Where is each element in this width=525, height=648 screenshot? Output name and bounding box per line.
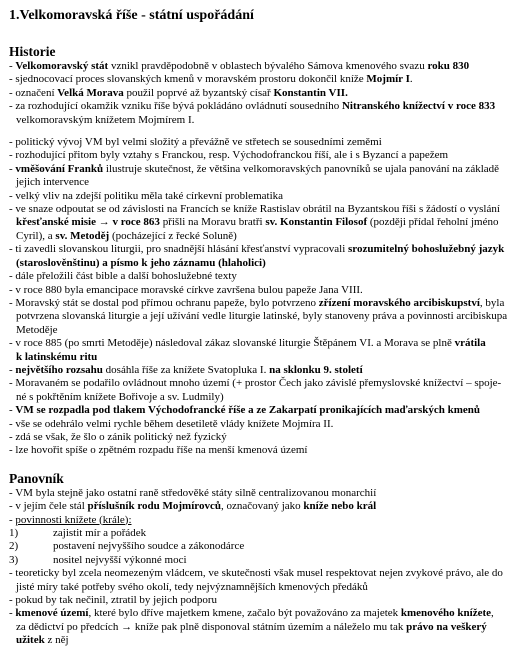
text-run: , byla bbox=[479, 296, 505, 309]
text-run: - v jejím čele stál bbox=[9, 500, 88, 513]
text-run: Velká Morava bbox=[57, 86, 124, 99]
text-run: - politický vývoj VM byl velmi složitý a převážně ve střetech se sousedními zeměmi bbox=[9, 136, 382, 149]
duty-item bbox=[9, 554, 516, 567]
text-run: - za rozhodující okamžik vzniku říše bývá pokládáno ovládnutí sousedního bbox=[9, 100, 342, 113]
text-run: z něj bbox=[44, 634, 69, 647]
text-line bbox=[9, 60, 516, 73]
text-run: - ve snaze odpoutat se od závislosti na Francích se kníže Rastislav obrátil na Byzantskou říši s žádostí o vyslání bbox=[9, 203, 500, 216]
text-run: (pocházející z řecké Soluně) bbox=[109, 229, 237, 242]
text-line bbox=[9, 431, 516, 444]
text-line bbox=[9, 176, 516, 189]
text-line bbox=[9, 391, 516, 404]
historie-block-1 bbox=[9, 60, 516, 127]
text-run: k latinskému ritu bbox=[16, 350, 98, 363]
text-run: - bbox=[9, 60, 16, 72]
text-line bbox=[9, 324, 516, 337]
text-line bbox=[9, 377, 516, 390]
text-run: křesťanské misie bbox=[16, 216, 96, 229]
text-run: , bbox=[491, 607, 494, 620]
text-line bbox=[9, 514, 516, 527]
text-run: - teoreticky byl zcela neomezeným vládcem, ve skutečnosti však musel respektovat nejen zvykové právo, ale do bbox=[9, 567, 503, 580]
text-run: Konstantin VII. bbox=[273, 86, 348, 99]
section-heading-historie: Historie bbox=[9, 44, 56, 59]
text-line bbox=[9, 310, 516, 323]
document-title: 1.Velkomoravská říše - státní uspořádání bbox=[9, 8, 254, 23]
text-run: - lze hovořit spíše o zpětném rozpadu říše na menší kmenová území bbox=[9, 444, 308, 457]
text-line bbox=[9, 270, 516, 283]
text-line bbox=[9, 351, 516, 364]
text-run: Mojmír I bbox=[366, 73, 410, 86]
text-line bbox=[9, 87, 516, 100]
text-line bbox=[9, 136, 516, 149]
text-run: - bbox=[9, 513, 16, 526]
text-run: kmenového knížete bbox=[400, 607, 492, 620]
text-line bbox=[9, 634, 516, 647]
text-run: - rozhodující přitom byly vztahy s Franckou, resp. Východofranckou říší, ale i s Byzancí a papežem bbox=[9, 149, 449, 162]
text-run: právo na veškerý bbox=[406, 620, 487, 633]
text-run: sv. Metoděj bbox=[55, 229, 110, 242]
text-run: Cyril), a bbox=[16, 229, 56, 242]
text-run: zřízení moravského arcibiskupství bbox=[318, 296, 480, 309]
text-run: , označovaný jako bbox=[220, 500, 304, 513]
text-run: sv. Konstantin Filosof bbox=[265, 216, 368, 229]
text-run: . bbox=[409, 73, 413, 86]
text-line bbox=[9, 418, 516, 431]
text-line bbox=[9, 621, 516, 634]
text-run: - Moravaném se podařilo ovládnout mnoho území (+ prostor Čech jako závislé přemyslovské knížectví – spoje- bbox=[9, 377, 502, 390]
text-run: - vše se odehrálo velmi rychle během desetiletě vlády knížete Mojmíra II. bbox=[9, 417, 334, 430]
text-run: né s pokřtěním knížete Bořivoje a sv. Ludmily) bbox=[16, 390, 224, 403]
text-line bbox=[9, 364, 516, 377]
text-run: - sjednocovací proces slovanských kmenů v moravském prostoru dokončil kníže bbox=[9, 73, 367, 86]
text-run: - bbox=[9, 162, 16, 175]
text-run: - bbox=[9, 404, 16, 417]
text-run: - zdá se však, že šlo o zánik politický než fyzický bbox=[9, 430, 227, 443]
text-run: - Moravský stát se dostal pod přímou ochranu papeže, bylo potvrzeno bbox=[9, 296, 319, 309]
text-line bbox=[9, 581, 516, 594]
text-line bbox=[9, 163, 516, 176]
paragraph-gap bbox=[9, 127, 516, 136]
text-line bbox=[9, 243, 516, 256]
duties-list bbox=[9, 527, 516, 567]
text-line bbox=[9, 607, 516, 620]
text-line bbox=[9, 257, 516, 270]
text-run: vrátila bbox=[454, 337, 486, 350]
text-line bbox=[9, 297, 516, 310]
text-run: roku 830 bbox=[427, 60, 470, 72]
text-run: - označení bbox=[9, 86, 58, 99]
text-line bbox=[9, 149, 516, 162]
duty-text: nositel nejvyšší výkonné moci bbox=[53, 553, 187, 566]
text-run: vměšování Franků bbox=[15, 162, 104, 175]
section-heading-panovnik: Panovník bbox=[9, 470, 64, 486]
duty-number: 1) bbox=[9, 527, 19, 539]
text-run: - v roce 880 byla emancipace moravské církve završena bulou papeže Jana VIII. bbox=[9, 283, 363, 296]
text-run: srozumitelný bohoslužebný jazyk bbox=[348, 243, 505, 256]
duty-item bbox=[9, 540, 516, 553]
text-run: dosáhla říše za knížete Svatopluka I. bbox=[102, 363, 270, 376]
text-run: potvrzena slovanská liturgie a její užívání vedle liturgie latinské, byly stanoveny práva a povinnosti arcibiskupa bbox=[16, 310, 508, 323]
text-line bbox=[9, 230, 516, 243]
text-line bbox=[9, 404, 516, 417]
text-run: v roce 863 bbox=[112, 216, 160, 229]
text-run: - VM byla stejně jako ostatní raně středověké státy silně centralizovanou monarchií bbox=[9, 486, 377, 499]
text-run: přišli na Moravu bratři bbox=[159, 216, 266, 229]
text-run: - dále přeložili část bible a další bohoslužebné texty bbox=[9, 270, 237, 283]
text-run: vznikl pravděpodobně v oblastech bývalého Sámova kmenového svazu bbox=[108, 60, 428, 72]
text-line bbox=[9, 203, 516, 216]
panovnik-block-a bbox=[9, 487, 516, 527]
text-run: užitek bbox=[16, 634, 45, 647]
text-run: , které bylo dříve majetkem kmene, začalo být považováno za majetek bbox=[88, 607, 401, 620]
text-run: za dědictví po předcích → kníže pak plně disponoval státním územím a náleželo mu tak bbox=[16, 620, 407, 633]
panovnik-block-b bbox=[9, 567, 516, 647]
text-run: jejich intervence bbox=[16, 176, 89, 189]
text-run: povinnosti knížete (krále): bbox=[15, 513, 132, 526]
duty-text: zajistit mír a pořádek bbox=[53, 527, 147, 539]
text-run: Metoděje bbox=[16, 323, 58, 336]
text-run: příslušník rodu Mojmírovců bbox=[87, 500, 221, 513]
text-run: VM se rozpadla pod tlakem Východofrancké říše a ze Zakarpatí pronikajících maďarských kmenů bbox=[15, 404, 480, 417]
text-run: Nitranského knížectví v roce 833 bbox=[341, 100, 496, 113]
text-run: ilustruje skutečnost, že většina velkomoravských panovníků se ujala panování na základě bbox=[103, 162, 500, 175]
text-line bbox=[9, 216, 516, 229]
text-line bbox=[9, 190, 516, 203]
text-run: kmenové území bbox=[15, 607, 89, 620]
text-run: velkomoravským knížetem Mojmírem I. bbox=[16, 113, 195, 126]
historie-block-2 bbox=[9, 136, 516, 458]
text-run: největšího rozsahu bbox=[15, 363, 103, 376]
text-run: použil poprvé až byzantský císař bbox=[123, 86, 274, 99]
duty-item bbox=[9, 527, 516, 540]
text-line bbox=[9, 444, 516, 457]
text-line bbox=[9, 284, 516, 297]
duty-number: 2) bbox=[9, 540, 19, 553]
text-line bbox=[9, 73, 516, 86]
text-run: jisté míry také potřeby svého okolí, tedy nejvýznamnějších kmenových předáků bbox=[16, 580, 368, 593]
text-run: (staroslověnštinu) a písmo k jeho záznamu (hlaholici) bbox=[16, 256, 266, 269]
text-run: → bbox=[95, 216, 113, 229]
text-run: - velký vliv na zdejší politiku měla také církevní problematika bbox=[9, 189, 284, 202]
text-line bbox=[9, 500, 516, 513]
text-run: kníže nebo král bbox=[303, 500, 377, 513]
text-run: (později přídal řeholní jméno bbox=[367, 216, 499, 229]
text-line bbox=[9, 337, 516, 350]
text-run: - v roce 885 (po smrti Metoděje) následoval zákaz slovanské liturgie Štěpánem VI. a Morava se plně bbox=[9, 337, 455, 350]
text-run: - bbox=[9, 363, 16, 376]
text-line bbox=[9, 567, 516, 580]
text-line bbox=[9, 100, 516, 113]
duty-number: 3) bbox=[9, 553, 19, 566]
text-line bbox=[9, 114, 516, 127]
duty-text: postavení nejvyššího soudce a zákonodárce bbox=[53, 540, 245, 553]
text-run: - ti zavedli slovanskou liturgii, pro snadnější hlásání křesťanství vypracovali bbox=[9, 243, 349, 256]
text-run: - bbox=[9, 607, 16, 620]
text-run: Velkomoravský stát bbox=[15, 60, 109, 72]
text-line bbox=[9, 487, 516, 500]
text-run: na sklonku 9. století bbox=[269, 363, 363, 376]
text-run: - pokud by tak nečinil, ztratil by jejich podporu bbox=[9, 594, 218, 607]
text-line bbox=[9, 594, 516, 607]
